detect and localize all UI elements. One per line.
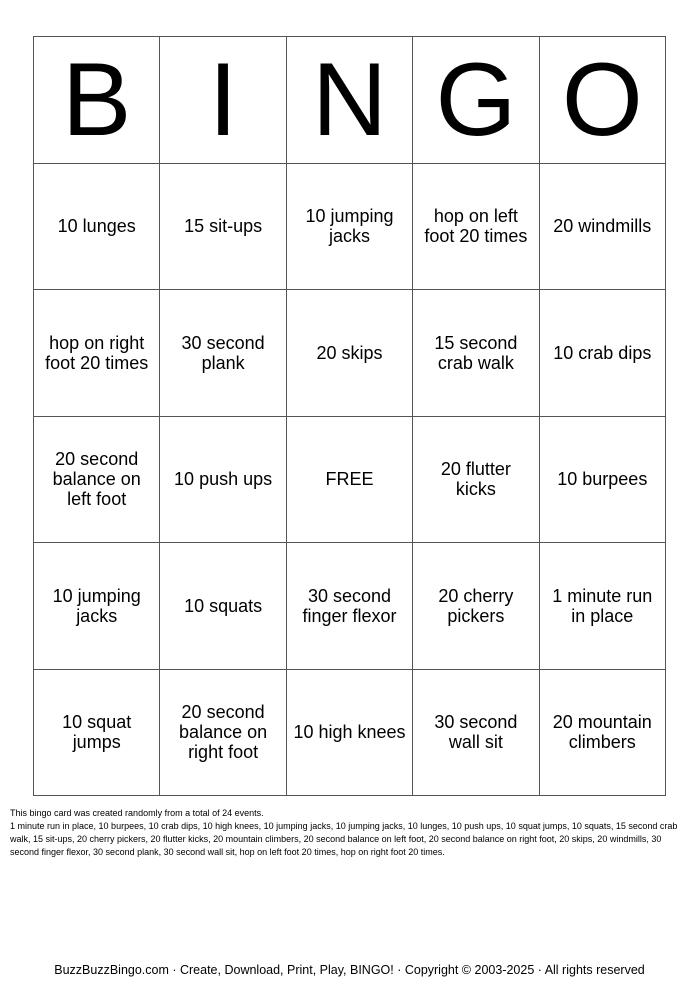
bingo-cell: 20 cherry pickers	[413, 543, 539, 670]
bingo-cell: 20 windmills	[540, 164, 666, 291]
bingo-cell: 10 high knees	[287, 670, 413, 797]
bingo-cell: 10 burpees	[540, 417, 666, 544]
bingo-cell: 20 flutter kicks	[413, 417, 539, 544]
bingo-cell: 10 lunges	[34, 164, 160, 291]
free-cell: FREE	[287, 417, 413, 544]
bingo-cell: 15 second crab walk	[413, 290, 539, 417]
bingo-cell: 20 mountain climbers	[540, 670, 666, 797]
bingo-cell: 20 second balance on left foot	[34, 417, 160, 544]
bingo-cell: 10 jumping jacks	[34, 543, 160, 670]
site-footer: BuzzBuzzBingo.com · Create, Download, Print, Play, BINGO! · Copyright © 2003-2025 · All rights reserved	[54, 963, 645, 977]
footnote-intro: This bingo card was created randomly from a total of 24 events.	[10, 808, 264, 818]
bingo-cell: 30 second wall sit	[413, 670, 539, 797]
header-letter-i: I	[160, 37, 286, 164]
bingo-cell: 20 second balance on right foot	[160, 670, 286, 797]
bingo-cell: hop on left foot 20 times	[413, 164, 539, 291]
bingo-cell: 30 second plank	[160, 290, 286, 417]
bingo-cell: hop on right foot 20 times	[34, 290, 160, 417]
bingo-cell: 10 crab dips	[540, 290, 666, 417]
header-letter-g: G	[413, 37, 539, 164]
bingo-cell: 20 skips	[287, 290, 413, 417]
bingo-cell: 15 sit-ups	[160, 164, 286, 291]
bingo-card	[33, 36, 666, 796]
bingo-cell: 10 jumping jacks	[287, 164, 413, 291]
bingo-cell: 10 squat jumps	[34, 670, 160, 797]
bingo-cell: 30 second finger flexor	[287, 543, 413, 670]
bingo-cell: 1 minute run in place	[540, 543, 666, 670]
card-footnote	[10, 807, 690, 859]
header-letter-o: O	[540, 37, 666, 164]
bingo-cell: 10 squats	[160, 543, 286, 670]
header-letter-n: N	[287, 37, 413, 164]
bingo-cell: 10 push ups	[160, 417, 286, 544]
header-letter-b: B	[34, 37, 160, 164]
footnote-events-list: 1 minute run in place, 10 burpees, 10 crab dips, 10 high knees, 10 jumping jacks, 10 jumping jacks, 10 lunges, 10 push ups, 10 squat jumps, 10 squats, 15 second crab walk, 15 sit-ups, 20 cherry pickers, 20 flutter kicks, 20 mountain climbers, 20 second balance on left foot, 20 second balance on right foot, 20 skips, 20 windmills, 30 second finger flexor, 30 second plank, 30 second wall sit, hop on left foot 20 times, hop on right foot 20 times.	[10, 821, 678, 857]
